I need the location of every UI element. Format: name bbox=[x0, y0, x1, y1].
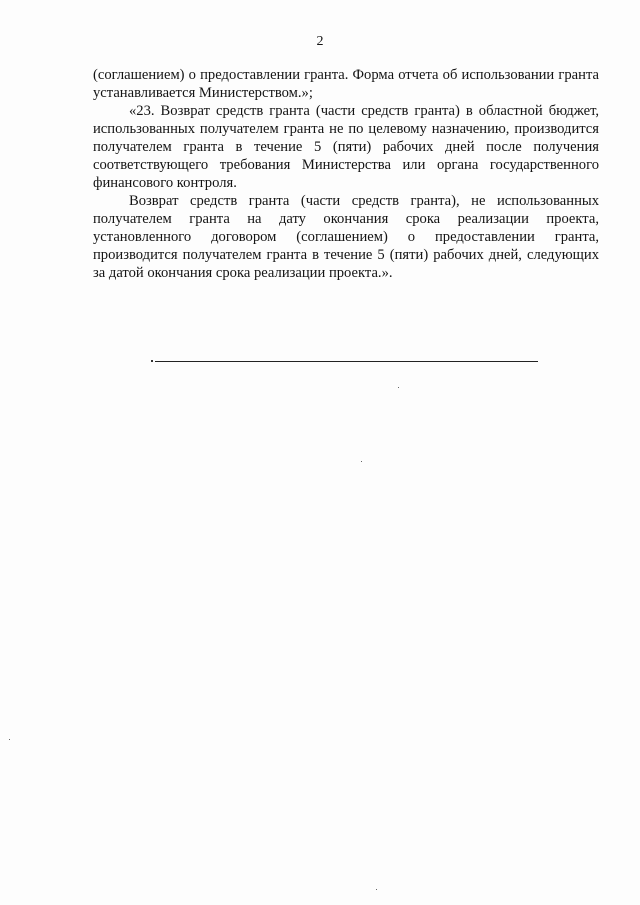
divider-dot bbox=[151, 360, 153, 362]
page-number: 2 bbox=[316, 34, 324, 49]
document-body bbox=[93, 66, 599, 282]
scan-speck bbox=[361, 461, 362, 462]
paragraph-unused-funds-return: Возврат средств гранта (части средств гранта), не использованных получателем гранта на дату окончания срока реализации проекта, установленного договором (соглашением) о предоставлении гранта, производится получателем гранта в течение 5 (пяти) рабочих дней, следующих за датой окончания срока реализации проекта.». bbox=[93, 193, 599, 281]
paragraph-continuation: (соглашением) о предоставлении гранта. Форма отчета об использовании гранта устанавливается Министерством.»; bbox=[93, 67, 599, 101]
scan-speck bbox=[376, 889, 377, 890]
scan-speck bbox=[9, 739, 10, 740]
scan-speck bbox=[398, 387, 399, 388]
paragraph-clause-23: «23. Возврат средств гранта (части средств гранта) в областной бюджет, использованных получателем гранта не по целевому назначению, производится получателем гранта в течение 5 (пяти) рабочих дней после получения соответствующего требования Министерства или органа государственного финансового контроля. bbox=[93, 103, 599, 191]
end-divider-line bbox=[155, 361, 538, 362]
